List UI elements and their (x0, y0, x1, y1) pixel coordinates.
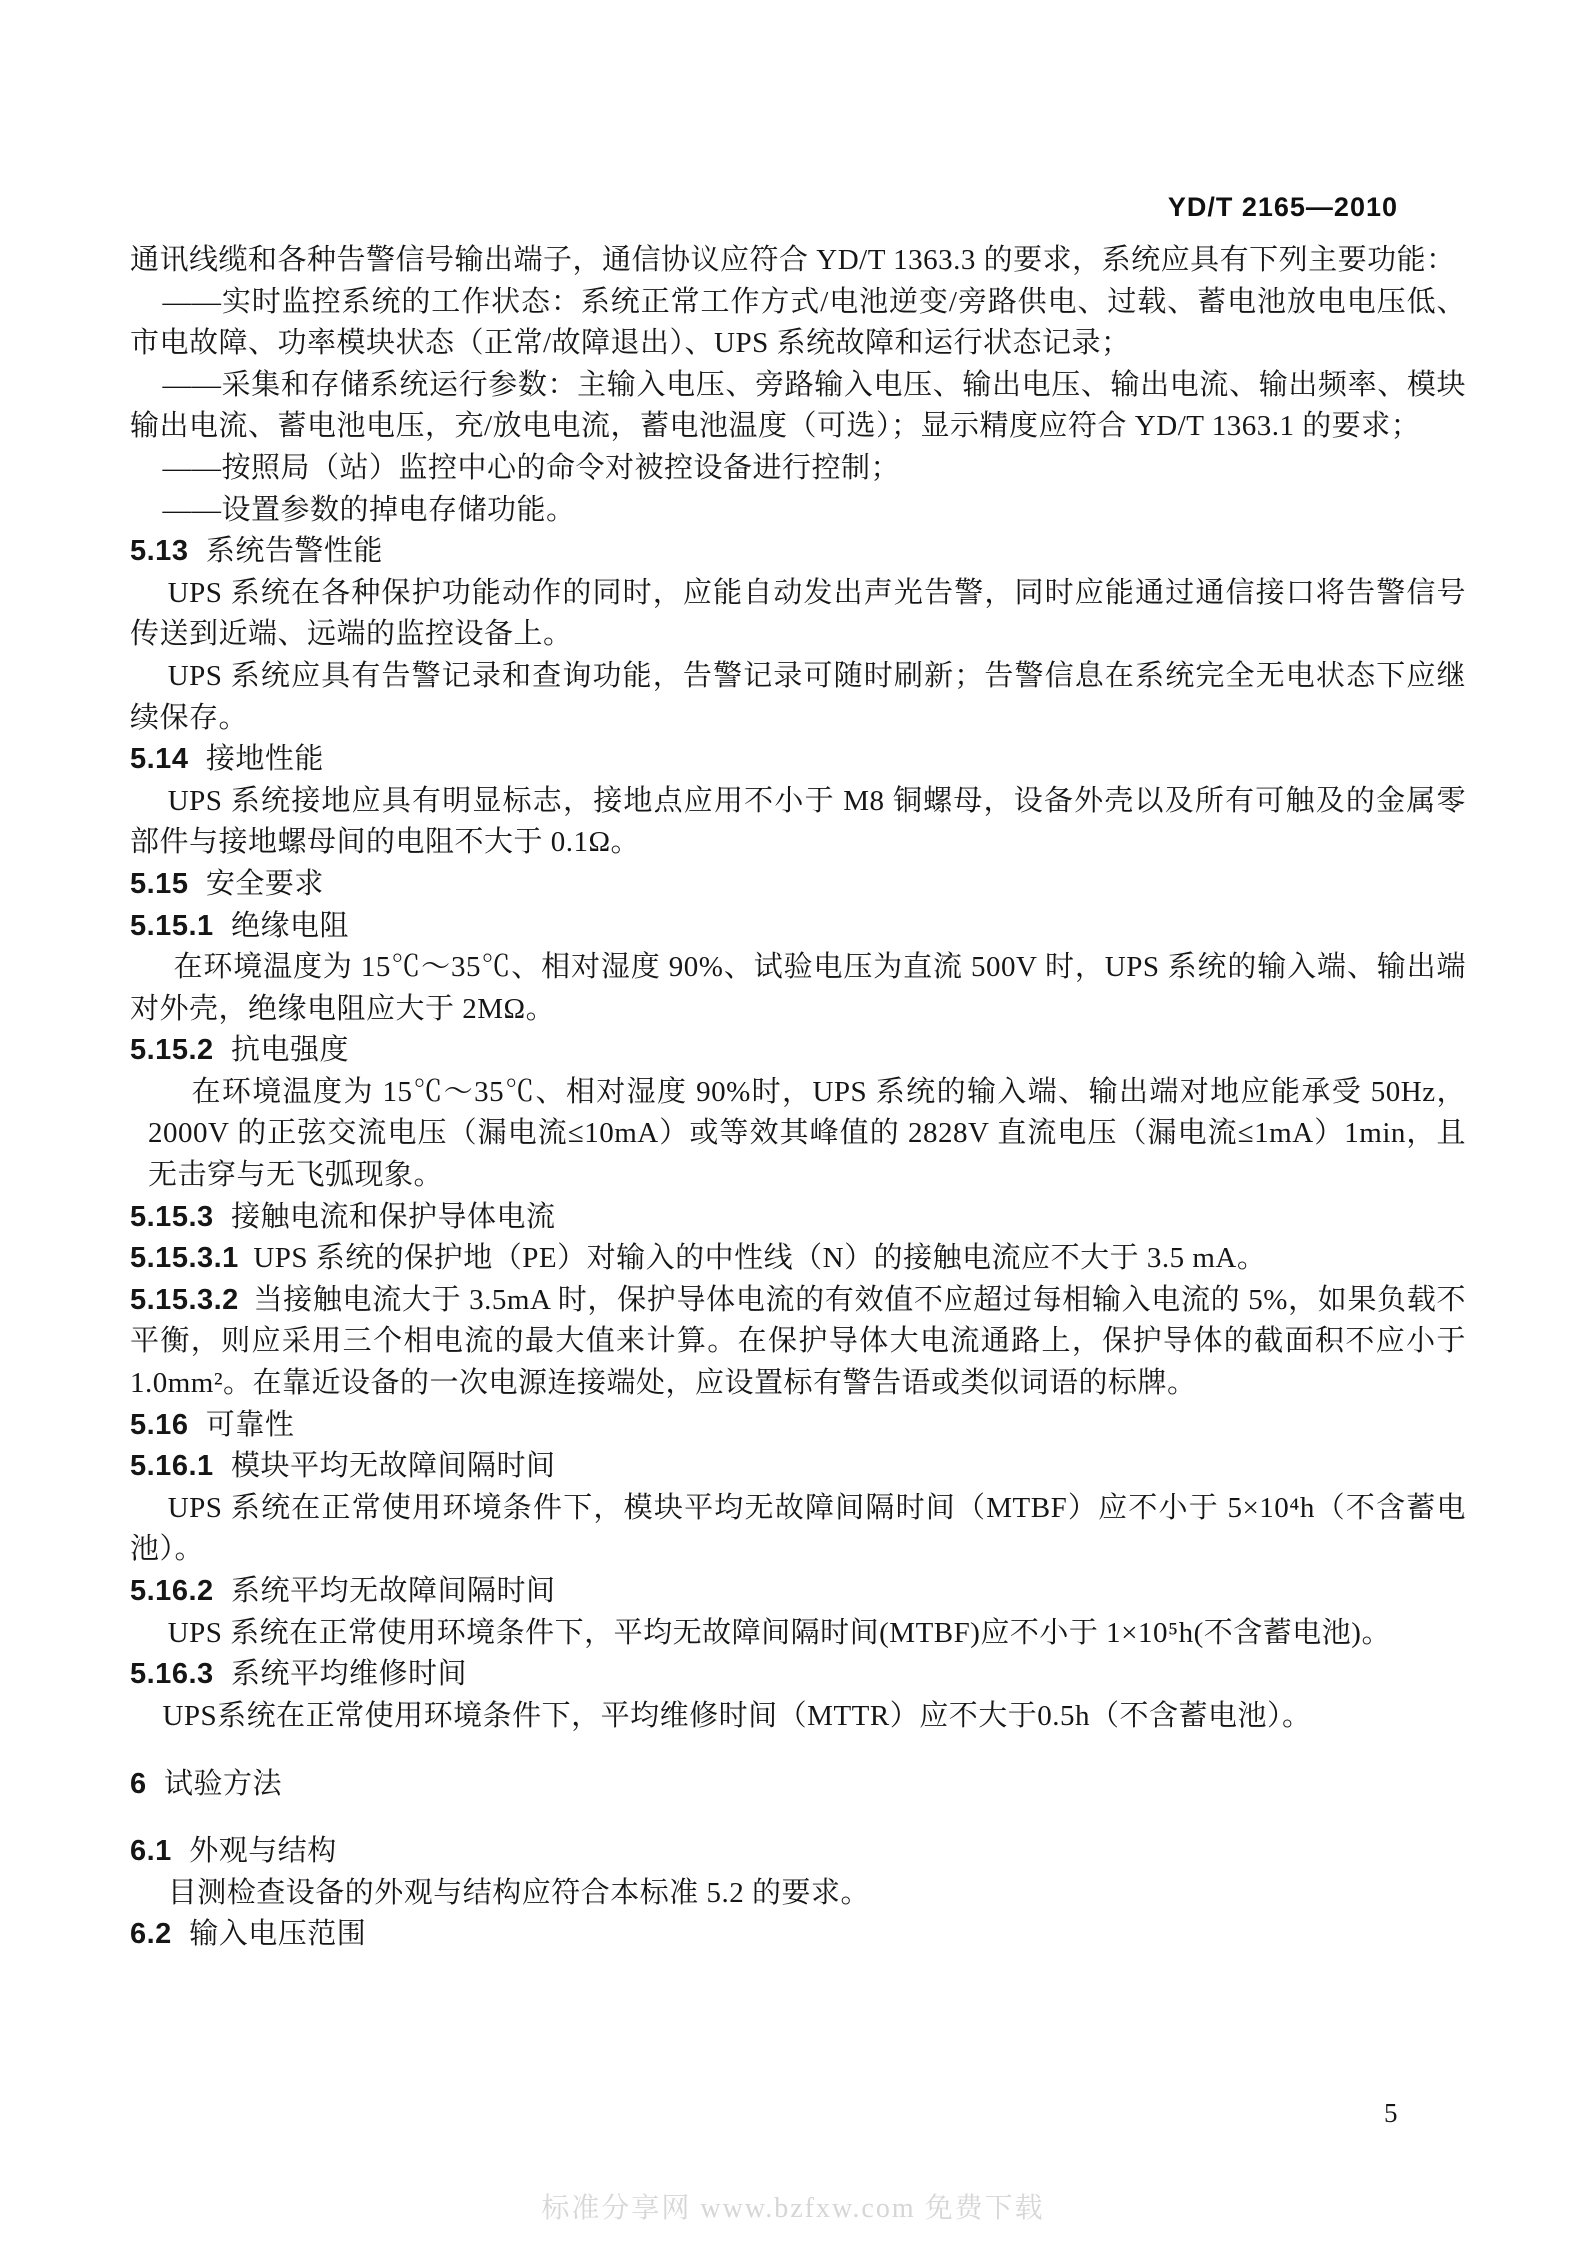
heading-5-16-3: 5.16.3 系统平均维修时间 (130, 1658, 468, 1691)
heading-6-2-number: 6.2 (130, 1918, 172, 1951)
heading-5-15: 5.15 安全要求 (130, 867, 324, 900)
para-6-1-1: 目测检查设备的外观与结构应符合本标准 5.2 的要求。 (167, 1876, 870, 1909)
para-5-14-1: UPS 系统接地应具有明显标志，接地点应用不小于 M8 铜螺母，设备外壳以及所有可触及的金属零部件与接地螺母间的电阻不大于 0.1Ω。 (130, 784, 1466, 859)
heading-5-15-2: 5.15.2 抗电强度 (130, 1034, 350, 1067)
para-intro: 通讯线缆和各种告警信号输出端子，通信协议应符合 YD/T 1363.3 的要求，系统应具有下列主要功能： (130, 244, 1456, 276)
heading-5-13-number: 5.13 (130, 535, 189, 568)
para-5-16-2-1: UPS 系统在正常使用环境条件下，平均无故障间隔时间(MTBF)应不小于 1×10⁵h(不含蓄电池)。 (167, 1616, 1391, 1649)
heading-5-16-1-number: 5.16.1 (130, 1450, 214, 1483)
standard-number-header: YD/T 2165—2010 (1167, 192, 1398, 222)
heading-5-16-number: 5.16 (130, 1408, 189, 1441)
chapter-6: 6 试验方法 (130, 1768, 283, 1801)
para-5-15-3-1-number: 5.15.3.1 (130, 1242, 239, 1275)
para-bullet-monitor-status: ——实时监控系统的工作状态：系统正常工作方式/电池逆变/旁路供电、过载、蓄电池放电电压低、市电故障、功率模块状态（正常/故障退出）、UPS 系统故障和运行状态记录； (130, 285, 1466, 360)
para-5-16-3-1: UPS系统在正常使用环境条件下，平均维修时间（MTTR）应不大于0.5h（不含蓄电池）。 (162, 1699, 1312, 1732)
heading-5-16-1: 5.16.1 模块平均无故障间隔时间 (130, 1450, 556, 1483)
heading-5-16-2: 5.16.2 系统平均无故障间隔时间 (130, 1575, 556, 1607)
para-5-15-3-1: 5.15.3.1 UPS 系统的保护地（PE）对输入的中性线（N）的接触电流应不大于 3.5 mA。 (130, 1242, 1267, 1275)
heading-5-15-1-number: 5.15.1 (130, 909, 214, 942)
heading-6-1: 6.1 外观与结构 (130, 1834, 337, 1867)
heading-5-16-3-number: 5.16.3 (130, 1658, 214, 1691)
heading-5-13: 5.13 系统告警性能 (130, 535, 383, 568)
para-bullet-save-params: ——设置参数的掉电存储功能。 (162, 493, 576, 526)
heading-5-15-3-number: 5.15.3 (130, 1200, 214, 1233)
para-5-15-2-1: 在环境温度为 15℃～35℃、相对湿度 90%时，UPS 系统的输入端、输出端对地应能承受 50Hz，2000V 的正弦交流电压（漏电流≤10mA）或等效其峰值的 2828V 直流电压（漏电流≤1mA）1min，且无击穿与无飞弧现象。 (147, 1075, 1466, 1192)
heading-5-15-1: 5.15.1 绝缘电阻 (130, 909, 350, 942)
heading-5-15-3: 5.15.3 接触电流和保护导体电流 (130, 1200, 556, 1233)
para-5-13-2: UPS 系统应具有告警记录和查询功能，告警记录可随时刷新；告警信息在系统完全无电状态下应继续保存。 (130, 659, 1466, 734)
para-5-16-1-1: UPS 系统在正常使用环境条件下，模块平均无故障间隔时间（MTBF）应不小于 5×10⁴h（不含蓄电池）。 (130, 1491, 1466, 1566)
heading-5-14: 5.14 接地性能 (130, 743, 324, 776)
watermark-text: 标准分享网 www.bzfxw.com 免费下载 (541, 2193, 1045, 2224)
heading-5-15-2-number: 5.15.2 (130, 1034, 214, 1067)
para-5-15-1-1: 在环境温度为 15℃～35℃、相对湿度 90%、试验电压为直流 500V 时，UPS 系统的输入端、输出端对外壳，绝缘电阻应大于 2MΩ。 (130, 951, 1466, 1025)
para-bullet-control: ——按照局（站）监控中心的命令对被控设备进行控制； (162, 451, 900, 484)
para-5-15-3-2: 5.15.3.2 当接触电流大于 3.5mA 时，保护导体电流的有效值不应超过每相输入电流的 5%，如果负载不平衡，则应采用三个相电流的最大值来计算。在保护导体大电流通路上，保护导体的截面积不应小于 1.0mm²。在靠近设备的一次电源连接端处，应设置标有警告语或类似词语的标牌。 (130, 1283, 1466, 1400)
document-body (130, 240, 1466, 1956)
chapter-6-number: 6 (130, 1768, 147, 1801)
heading-5-15-number: 5.15 (130, 867, 189, 900)
para-bullet-collect-params: ——采集和存储系统运行参数：主输入电压、旁路输入电压、输出电压、输出电流、输出频率、模块输出电流、蓄电池电压，充/放电电流，蓄电池温度（可选）；显示精度应符合 YD/T 1363.1 的要求； (130, 368, 1466, 443)
heading-5-16: 5.16 可靠性 (130, 1408, 295, 1441)
para-5-15-3-2-number: 5.15.3.2 (130, 1283, 239, 1316)
heading-6-2: 6.2 输入电压范围 (130, 1918, 367, 1951)
para-5-13-1: UPS 系统在各种保护功能动作的同时，应能自动发出声光告警，同时应能通过通信接口将告警信号传送到近端、远端的监控设备上。 (130, 576, 1466, 651)
heading-5-14-number: 5.14 (130, 743, 189, 776)
heading-5-16-2-number: 5.16.2 (130, 1575, 214, 1607)
page-number: 5 (1384, 2098, 1398, 2128)
heading-6-1-number: 6.1 (130, 1834, 172, 1867)
